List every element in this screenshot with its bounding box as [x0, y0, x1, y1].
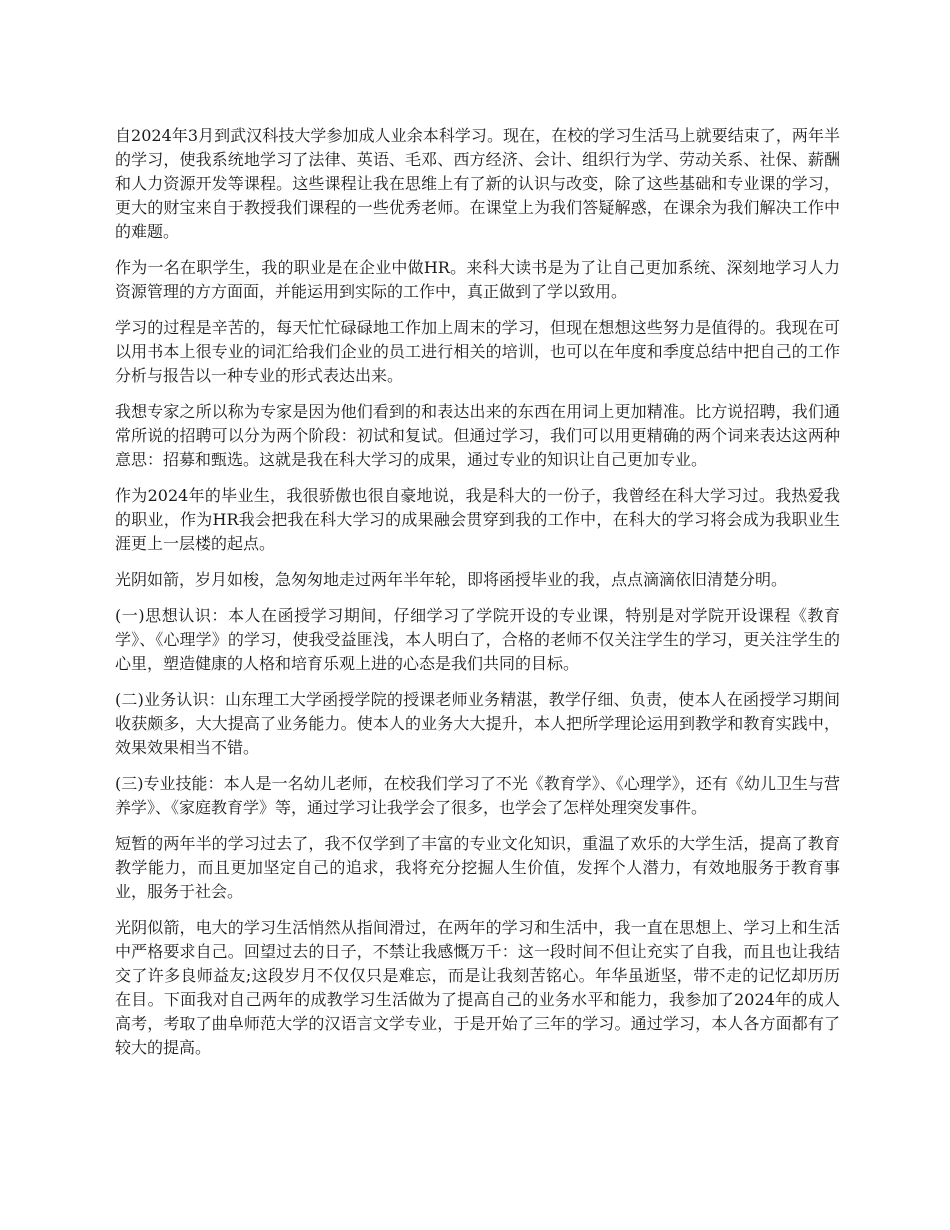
- paragraph: 短暂的两年半的学习过去了，我不仅学到了丰富的专业文化知识，重温了欢乐的大学生活，提高了教育教学能力，而且更加坚定自己的追求，我将充分挖掘人生价值，发挥个人潜力，有效地服务于教育事业，服务于社会。: [115, 834, 840, 901]
- paragraph: (三)专业技能：本人是一名幼儿老师，在校我们学习了不光《教育学》、《心理学》，还有《幼儿卫生与营养学》、《家庭教育学》等，通过学习让我学会了很多，也学会了怎样处理突发事件。: [115, 774, 840, 817]
- paragraph: 光阴如箭，岁月如梭，急匆匆地走过两年半年轮，即将函授毕业的我，点点滴滴依旧清楚分明。: [115, 570, 788, 589]
- paragraph: 自2024年3月到武汉科技大学参加成人业余本科学习。现在，在校的学习生活马上就要结束了，两年半的学习，使我系统地学习了法律、英语、毛邓、西方经济、会计、组织行为学、劳动关系、社保、薪酬和人力资源开发等课程。这些课程让我在思维上有了新的认识与改变，除了这些基础和专业课的学习，更大的财宝来自于教授我们课程的一些优秀老师。在课堂上为我们答疑解惑，在课余为我们解决工作中的难题。: [115, 126, 840, 241]
- paragraph: (二)业务认识：山东理工大学函授学院的授课老师业务精湛，教学仔细、负责，使本人在函授学习期间收获颇多，大大提高了业务能力。使本人的业务大大提升，本人把所学理论运用到教学和教育实践中，效果效果相当不错。: [115, 690, 840, 757]
- paragraph: 光阴似箭，电大的学习生活悄然从指间滑过，在两年的学习和生活中，我一直在思想上、学习上和生活中严格要求自己。回望过去的日子，不禁让我感慨万千：这一段时间不但让充实了自我，而且也让我结交了许多良师益友;这段岁月不仅仅只是难忘，而是让我刻苦铭心。年华虽逝坚，带不走的记忆却历历在目。下面我对自己两年的成教学习生活做为了提高自己的业务水平和能力，我参加了2024年的成人高考，考取了曲阜师范大学的汉语言文学专业，于是开始了三年的学习。通过学习，本人各方面都有了较大的提高。: [115, 918, 840, 1057]
- document-page: [115, 124, 840, 1072]
- paragraph: 作为2024年的毕业生，我很骄傲也很自豪地说，我是科大的一份子，我曾经在科大学习过。我热爱我的职业，作为HR我会把我在科大学习的成果融会贯穿到我的工作中，在科大的学习将会成为我职业生涯更上一层楼的起点。: [115, 486, 840, 553]
- paragraph: 作为一名在职学生，我的职业是在企业中做HR。来科大读书是为了让自己更加系统、深刻地学习人力资源管理的方方面面，并能运用到实际的工作中，真正做到了学以致用。: [115, 258, 840, 301]
- paragraph: 我想专家之所以称为专家是因为他们看到的和表达出来的东西在用词上更加精准。比方说招聘，我们通常所说的招聘可以分为两个阶段：初试和复试。但通过学习，我们可以用更精确的两个词来表达这两种意思：招募和甄选。这就是我在科大学习的成果，通过专业的知识让自己更加专业。: [115, 402, 840, 469]
- paragraph: (一)思想认识：本人在函授学习期间，仔细学习了学院开设的专业课，特别是对学院开设课程《教育学》、《心理学》的学习，使我受益匪浅，本人明白了，合格的老师不仅关注学生的学习，更关注学生的心里，塑造健康的人格和培育乐观上进的心态是我们共同的目标。: [115, 606, 840, 673]
- paragraph: 学习的过程是辛苦的，每天忙忙碌碌地工作加上周末的学习，但现在想想这些努力是值得的。我现在可以用书本上很专业的词汇给我们企业的员工进行相关的培训，也可以在年度和季度总结中把自己的工作分析与报告以一种专业的形式表达出来。: [115, 318, 840, 385]
